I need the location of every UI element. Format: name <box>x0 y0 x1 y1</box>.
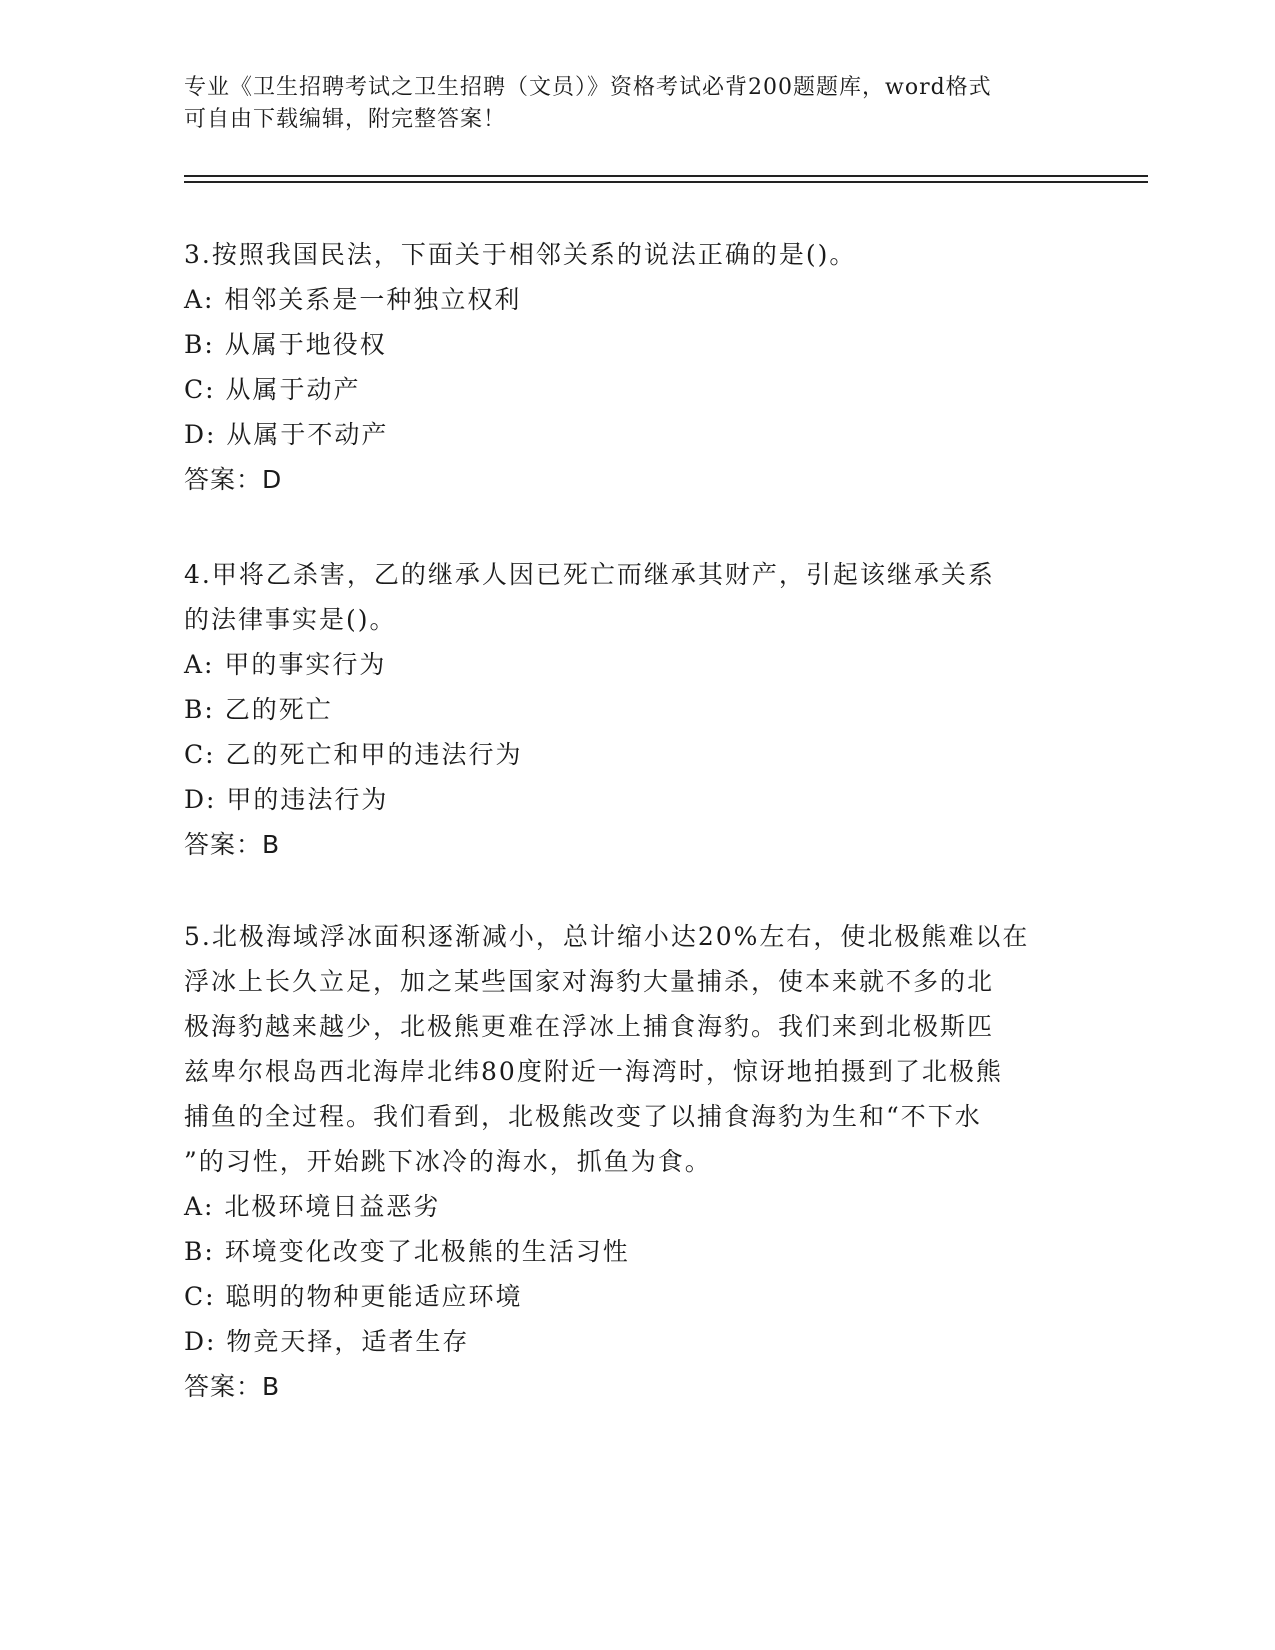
option-d: D: 甲的违法行为 <box>184 785 389 814</box>
question-stem-line-2: 的法律事实是()。 <box>184 605 397 634</box>
option-c: C: 从属于动产 <box>184 375 361 404</box>
question-stem-line-1: 5.北极海域浮冰面积逐渐减小，总计缩小达20%左右，使北极熊难以在 <box>184 922 1030 951</box>
question-stem-line-6: ”的习性，开始跳下冰冷的海水，抓鱼为食。 <box>184 1147 712 1176</box>
option-b: B: 乙的死亡 <box>184 695 333 724</box>
question-block-4 <box>184 552 1084 867</box>
option-a: A: 北极环境日益恶劣 <box>184 1192 441 1221</box>
header-title-line-1: 专业《卫生招聘考试之卫生招聘（文员）》资格考试必背200题题库，word格式 <box>184 75 992 100</box>
question-block-3 <box>184 232 1084 502</box>
option-b: B: 环境变化改变了北极熊的生活习性 <box>184 1237 630 1266</box>
option-b: B: 从属于地役权 <box>184 330 387 359</box>
header-divider-top <box>184 175 1148 177</box>
header-title-line-2: 可自由下载编辑，附完整答案！ <box>184 107 507 132</box>
question-stem-line-2: 浮冰上长久立足，加之某些国家对海豹大量捕杀，使本来就不多的北 <box>184 967 995 996</box>
option-c: C: 乙的死亡和甲的违法行为 <box>184 740 523 769</box>
header-divider-bottom <box>184 181 1148 183</box>
answer-label: 答案：B <box>184 1372 281 1401</box>
question-stem-line-4: 兹卑尔根岛西北海岸北纬80度附近一海湾时，惊讶地拍摄到了北极熊 <box>184 1057 1003 1086</box>
question-stem-line-1: 4.甲将乙杀害，乙的继承人因已死亡而继承其财产，引起该继承关系 <box>184 560 995 589</box>
question-stem-line-5: 捕鱼的全过程。我们看到，北极熊改变了以捕食海豹为生和“不下水 <box>184 1102 982 1131</box>
option-a: A: 甲的事实行为 <box>184 650 387 679</box>
question-block-5 <box>184 914 1084 1409</box>
option-d: D: 从属于不动产 <box>184 420 389 449</box>
answer-label: 答案：B <box>184 830 281 859</box>
option-c: C: 聪明的物种更能适应环境 <box>184 1282 523 1311</box>
option-a: A: 相邻关系是一种独立权利 <box>184 285 522 314</box>
question-stem: 3.按照我国民法，下面关于相邻关系的说法正确的是()。 <box>184 240 857 269</box>
option-d: D: 物竞天择，适者生存 <box>184 1327 470 1356</box>
document-header <box>184 72 1064 136</box>
question-stem-line-3: 极海豹越来越少，北极熊更难在浮冰上捕食海豹。我们来到北极斯匹 <box>184 1012 995 1041</box>
answer-label: 答案：D <box>184 465 283 494</box>
